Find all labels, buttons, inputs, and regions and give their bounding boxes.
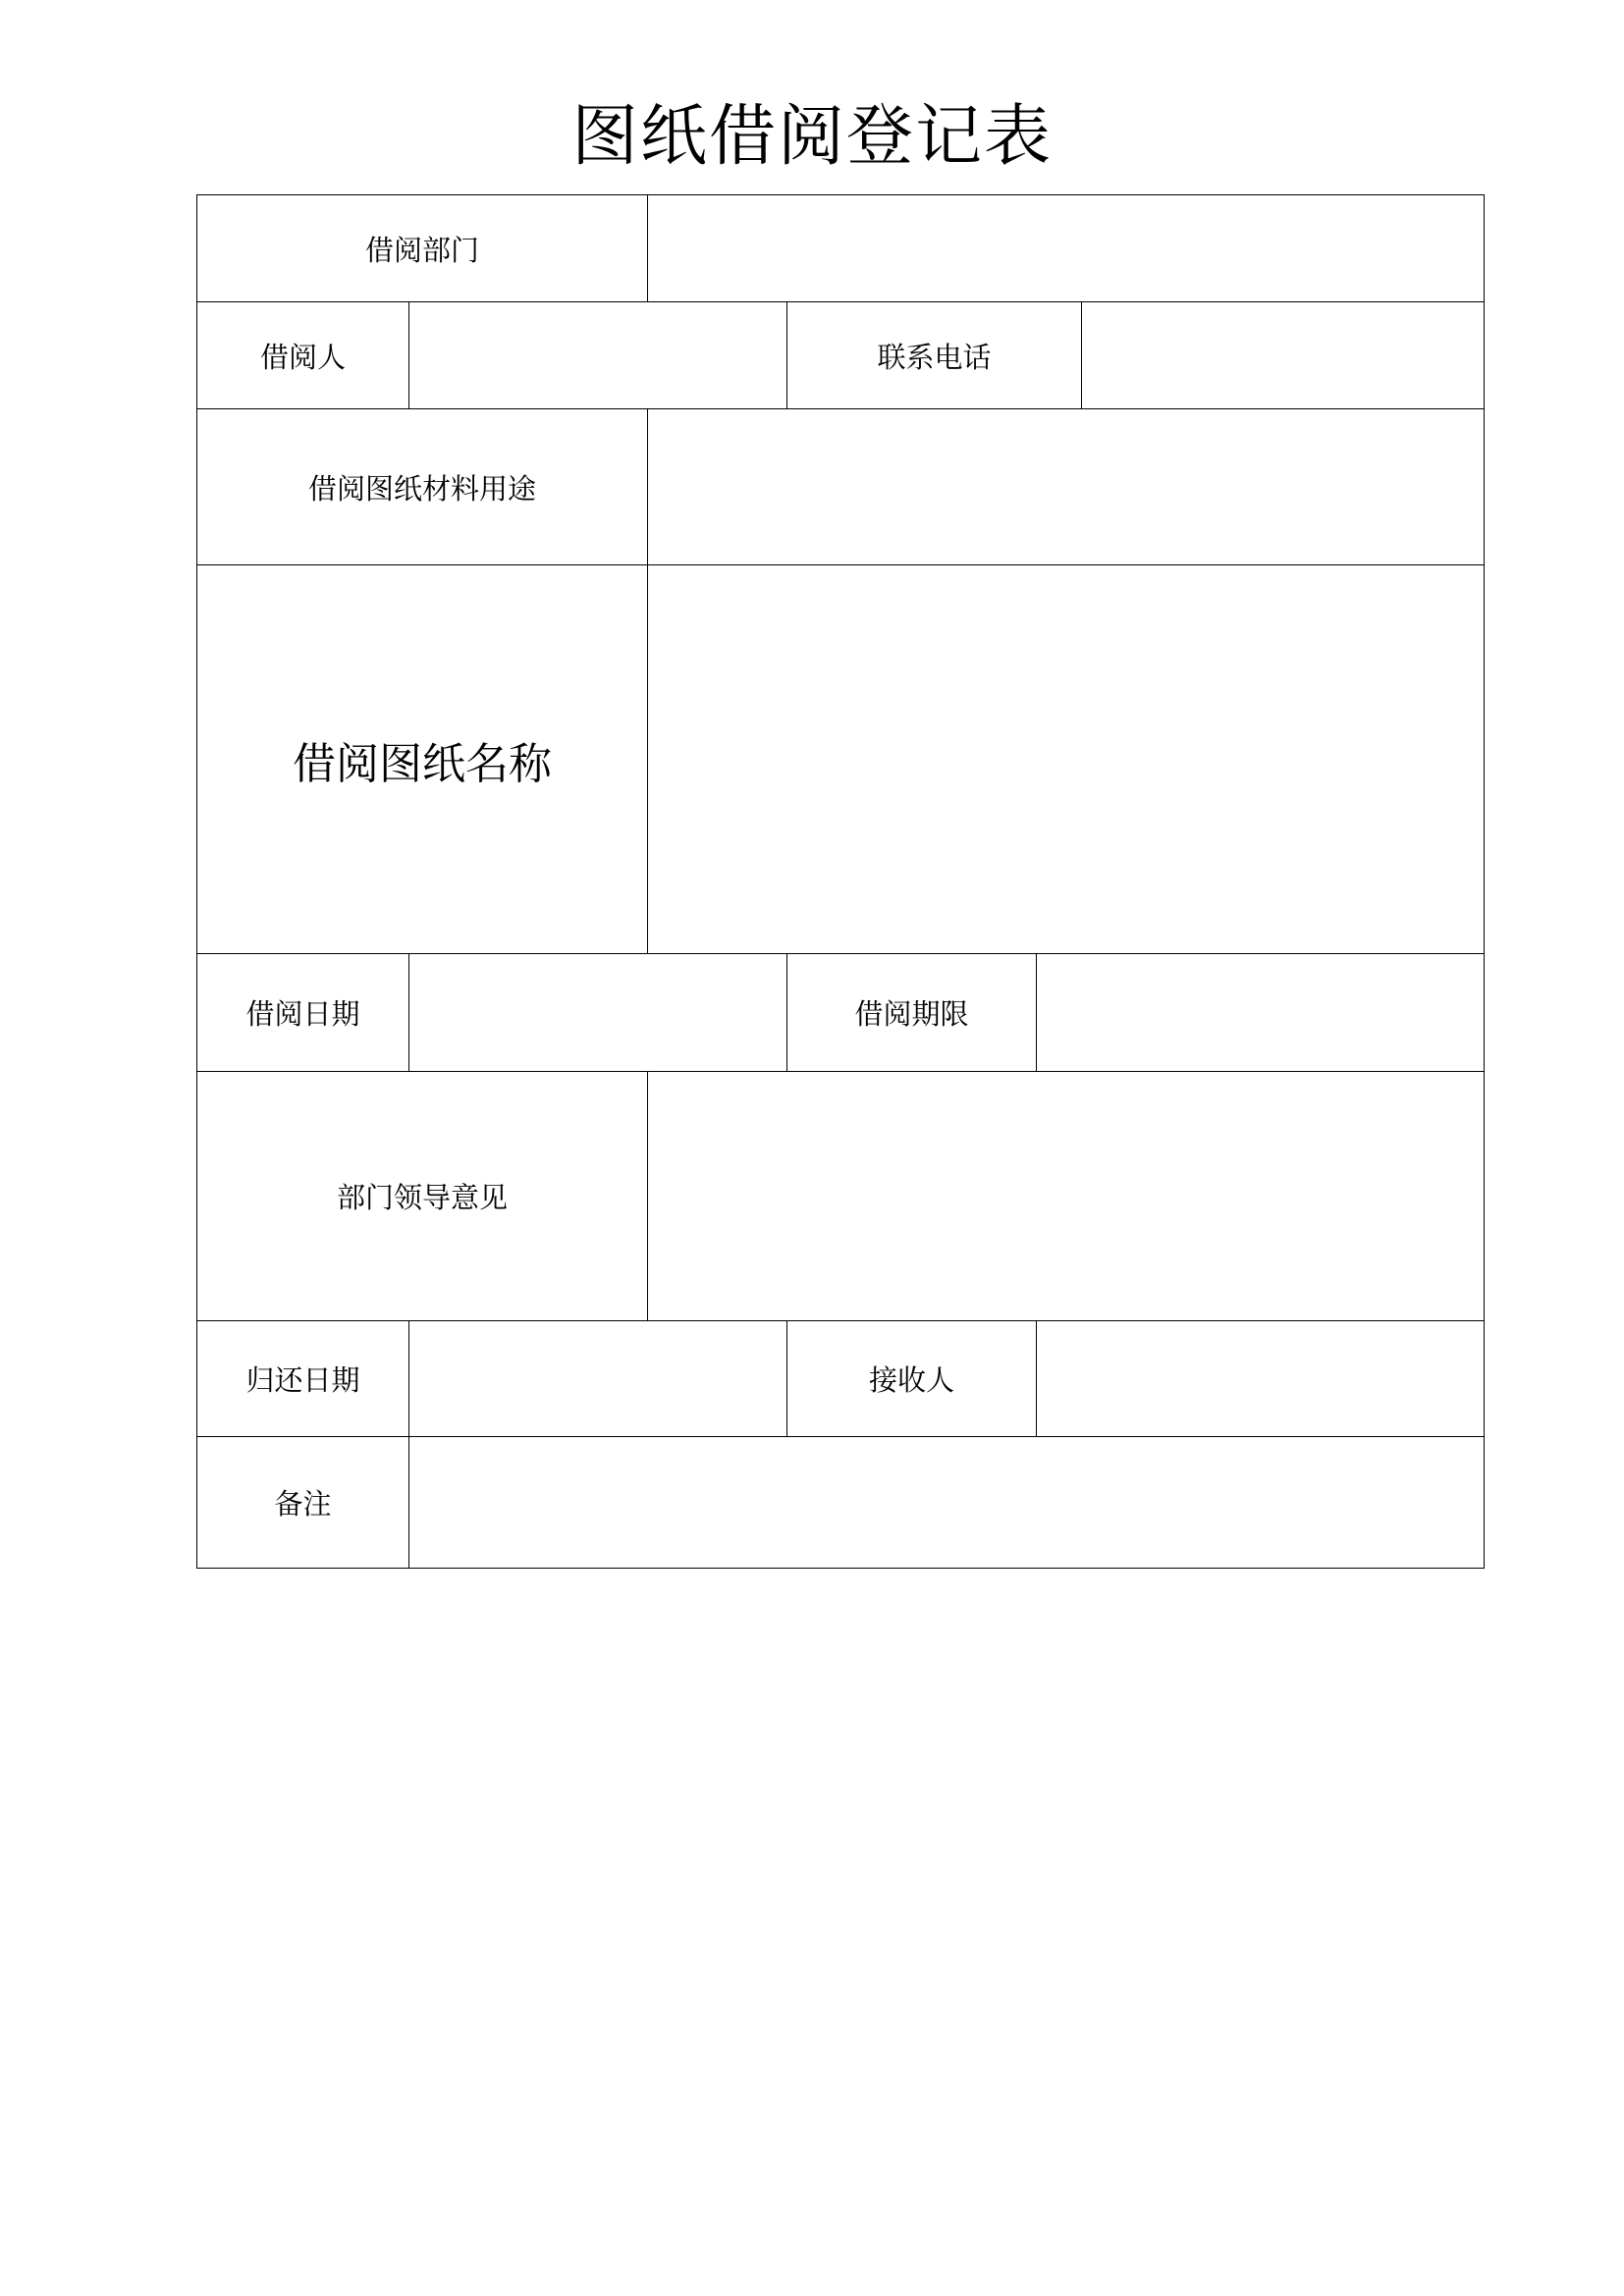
purpose-field[interactable] xyxy=(647,408,1485,565)
borrow-date-field[interactable] xyxy=(408,953,787,1072)
leader-opinion-field[interactable] xyxy=(647,1071,1485,1321)
borrower-field[interactable] xyxy=(408,301,787,409)
department-field[interactable] xyxy=(647,194,1485,302)
drawing-name-label: 借阅图纸名称 xyxy=(196,564,648,954)
borrow-period-field[interactable] xyxy=(1036,953,1485,1072)
leader-opinion-label: 部门领导意见 xyxy=(196,1071,648,1321)
return-date-label: 归还日期 xyxy=(196,1320,409,1437)
drawing-name-field[interactable] xyxy=(647,564,1485,954)
receiver-field[interactable] xyxy=(1036,1320,1485,1437)
phone-field[interactable] xyxy=(1081,301,1485,409)
remarks-field[interactable] xyxy=(408,1436,1485,1569)
page-title: 图纸借阅登记表 xyxy=(570,98,1053,176)
phone-label: 联系电话 xyxy=(786,301,1082,409)
purpose-label: 借阅图纸材料用途 xyxy=(196,408,648,565)
return-date-field[interactable] xyxy=(408,1320,787,1437)
borrow-period-label: 借阅期限 xyxy=(786,953,1037,1072)
receiver-label: 接收人 xyxy=(786,1320,1037,1437)
department-label: 借阅部门 xyxy=(196,194,648,302)
borrower-label: 借阅人 xyxy=(196,301,409,409)
remarks-label: 备注 xyxy=(196,1436,409,1569)
borrow-date-label: 借阅日期 xyxy=(196,953,409,1072)
